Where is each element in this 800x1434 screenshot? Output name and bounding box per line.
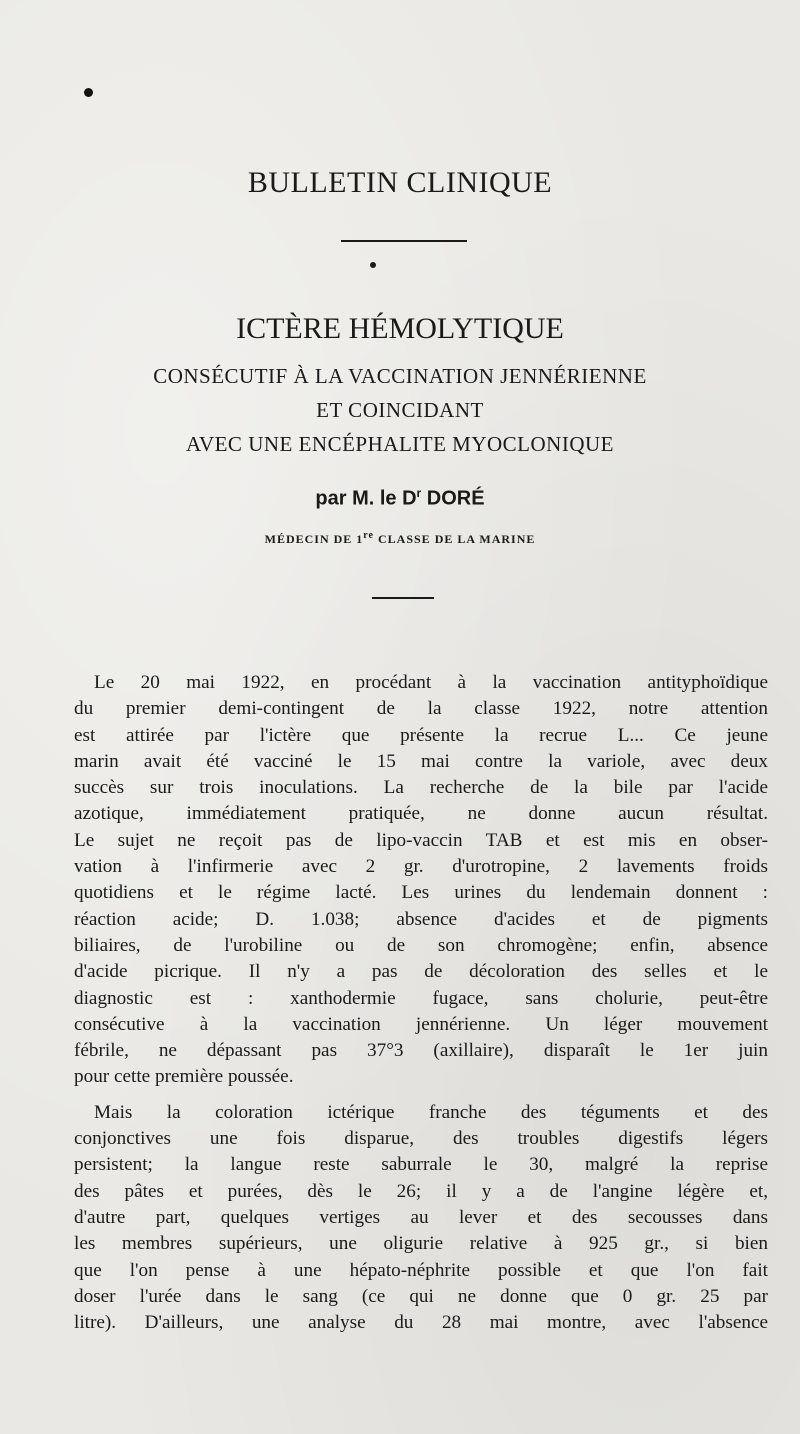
text-line: est attirée par l'ictère que présente la recrue L... Ce jeune [74, 724, 768, 746]
text-line: persistent; la langue reste saburrale le 30, malgré la reprise [74, 1154, 768, 1176]
text-line: litre). D'ailleurs, une analyse du 28 mai montre, avec l'absence [74, 1312, 768, 1334]
text-line: Mais la coloration ictérique franche des téguments et des [94, 1101, 768, 1123]
text-line: du premier demi-contingent de la classe 1922, notre attention [74, 698, 768, 720]
text-line: les membres supérieurs, une oligurie relative à 925 gr., si bien [74, 1233, 768, 1255]
title-rule-bottom [372, 597, 434, 599]
text-line: des pâtes et purées, dès le 26; il y a de l'angine légère et, [74, 1180, 768, 1202]
ornament-dot [370, 262, 376, 268]
text-line: quotidiens et le régime lacté. Les urines du lendemain donnent : [74, 882, 768, 904]
affiliation-suffix: CLASSE DE LA MARINE [378, 532, 536, 546]
text-line: biliaires, de l'urobiline ou de son chromogène; enfin, absence [74, 934, 768, 956]
author-affiliation [0, 530, 800, 547]
ink-speck [84, 88, 93, 97]
author-sup: r [416, 486, 422, 500]
subtitle-line-3: AVEC UNE ENCÉPHALITE MYOCLONIQUE [185, 432, 614, 456]
affiliation-sup: re [363, 530, 374, 541]
text-line: que l'on pense à une hépato-néphrite possible et que l'on fait [74, 1259, 768, 1281]
text-line: Le sujet ne reçoit pas de lipo-vaccin TAB et est mis en obser- [74, 829, 768, 851]
affiliation-prefix: MÉDECIN DE 1 [264, 532, 364, 546]
text-line: vation à l'infirmerie avec 2 gr. d'urotropine, 2 lavements froids [74, 856, 768, 878]
subtitle-line-1: CONSÉCUTIF À LA VACCINATION JENNÉRIENNE [153, 364, 647, 388]
text-line: marin avait été vacciné le 15 mai contre la variole, avec deux [74, 750, 768, 772]
author-byline [0, 486, 800, 511]
text-line: conjonctives une fois disparue, des troubles digestifs légers [74, 1128, 768, 1150]
text-line: d'acide picrique. Il n'y a pas de décoloration des selles et le [74, 961, 768, 983]
text-line: succès sur trois inoculations. La recherche de la bile par l'acide [74, 777, 768, 799]
text-line: réaction acide; D. 1.038; absence d'acides et de pigments [74, 908, 768, 930]
paragraph-1 [74, 670, 768, 1091]
text-line: azotique, immédiatement pratiquée, ne donne aucun résultat. [74, 803, 768, 825]
text-line: pour cette première poussée. [74, 1066, 294, 1088]
text-line: Le 20 mai 1922, en procédant à la vaccination antityphoïdique [94, 672, 768, 693]
text-line: doser l'urée dans le sang (ce qui ne donne que 0 gr. 25 par [74, 1285, 768, 1307]
article-title: ICTÈRE HÉMOLYTIQUE [236, 312, 564, 345]
author-prefix: par M. le D [315, 487, 417, 510]
text-line: fébrile, ne dépassant pas 37°3 (axillaire), disparaît le 1er juin [74, 1040, 768, 1062]
text-line: consécutive à la vaccination jennérienne. Un léger mouvement [74, 1013, 768, 1035]
text-line: diagnostic est : xanthodermie fugace, sans cholurie, peut-être [74, 987, 768, 1009]
title-rule-top [341, 240, 467, 242]
section-title: BULLETIN CLINIQUE [247, 166, 553, 199]
subtitle-line-2: ET COINCIDANT [316, 398, 484, 422]
article-body [74, 670, 768, 1336]
author-name: DORÉ [426, 487, 485, 510]
paragraph-2 [74, 1100, 768, 1337]
text-line: d'autre part, quelques vertiges au lever et des secousses dans [74, 1206, 768, 1228]
